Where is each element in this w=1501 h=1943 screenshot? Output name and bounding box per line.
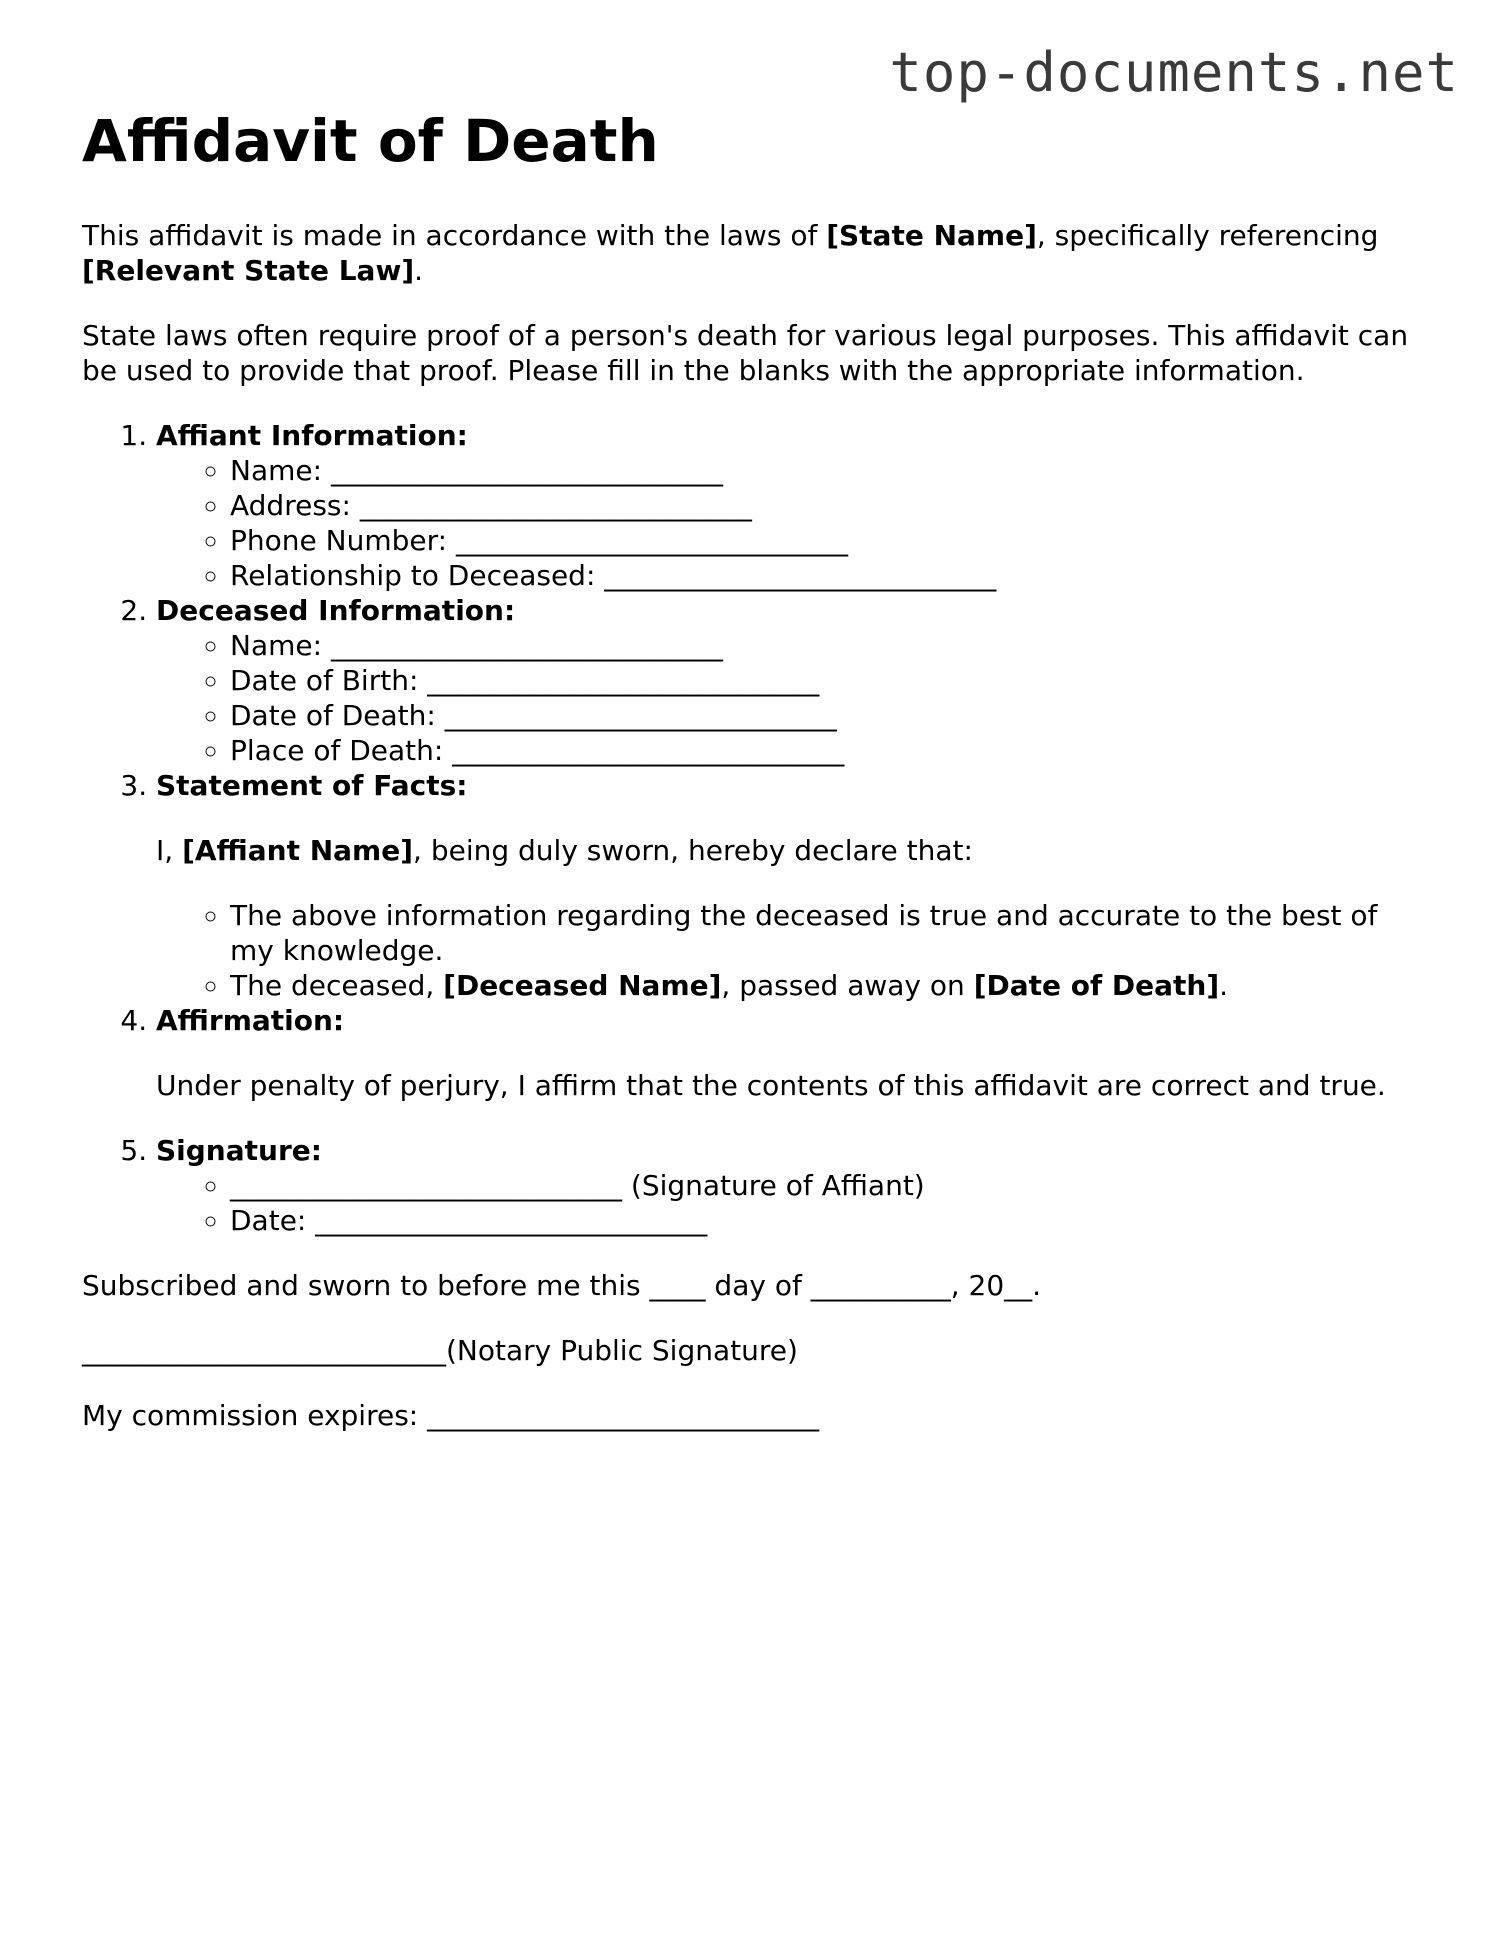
- date-of-death-placeholder: [Date of Death]: [973, 969, 1220, 1002]
- affiant-relationship-field[interactable]: ◦ Relationship to Deceased: ____________________________: [230, 558, 1422, 593]
- notary-signature-field[interactable]: __________________________(Notary Public Signature): [82, 1334, 798, 1367]
- section-heading: Affiant Information:: [156, 419, 468, 452]
- affirmation-text: Under penalty of perjury, I affirm that the contents of this affidavit are correct and true.: [156, 1069, 1386, 1102]
- page-title: Affidavit of Death: [82, 107, 659, 175]
- section-deceased: [156, 593, 1422, 768]
- section-affirmation: [156, 1003, 1422, 1103]
- signature-fields: [156, 1168, 1422, 1238]
- intro-text-1: This affidavit is made in accordance with the laws of: [82, 219, 827, 252]
- fact-text: The deceased,: [230, 969, 444, 1002]
- watermark: top-documents.net: [889, 41, 1459, 104]
- fact-item: ◦ The above information regarding the deceased is true and accurate to the best of my knowledge.: [230, 898, 1422, 968]
- declaration-prefix: I,: [156, 834, 183, 867]
- deceased-name-field[interactable]: ◦ Name: ____________________________: [230, 628, 1422, 663]
- document-page: [82, 108, 1422, 1463]
- fact-item: [230, 968, 1422, 1003]
- declaration-paragraph: [156, 833, 1422, 868]
- section-signature: [156, 1133, 1422, 1238]
- affiant-phone-field[interactable]: ◦ Phone Number: ____________________________: [230, 523, 1422, 558]
- affidavit-sections: [82, 418, 1422, 1238]
- section-heading: Affirmation:: [156, 1004, 345, 1037]
- affiant-address-field[interactable]: ◦ Address: ____________________________: [230, 488, 1422, 523]
- fact-text: .: [1219, 969, 1229, 1002]
- section-heading: Statement of Facts:: [156, 769, 468, 802]
- affiant-fields: [156, 453, 1422, 593]
- commission-expiry-field[interactable]: My commission expires: ____________________________: [82, 1399, 820, 1432]
- intro-paragraph: [82, 218, 1422, 288]
- declaration-suffix: , being duly sworn, hereby declare that:: [413, 834, 973, 867]
- affiant-name-field[interactable]: ◦ Name: ____________________________: [230, 453, 1422, 488]
- deceased-fields: [156, 628, 1422, 768]
- state-law-placeholder: [Relevant State Law]: [82, 254, 415, 287]
- section-affiant: [156, 418, 1422, 593]
- deceased-birth-date-field[interactable]: ◦ Date of Birth: ____________________________: [230, 663, 1422, 698]
- affiant-signature-field[interactable]: ◦ ____________________________ (Signature of Affiant): [230, 1168, 1422, 1203]
- deceased-death-date-field[interactable]: ◦ Date of Death: ____________________________: [230, 698, 1422, 733]
- intro-text-3: .: [414, 254, 424, 287]
- section-heading: Signature:: [156, 1134, 322, 1167]
- sworn-statement[interactable]: Subscribed and sworn to before me this ____ day of __________, 20__.: [82, 1269, 1042, 1302]
- affiant-name-placeholder: [Affiant Name]: [182, 834, 414, 867]
- state-name-placeholder: [State Name]: [826, 219, 1037, 252]
- signature-date-field[interactable]: ◦ Date: ____________________________: [230, 1203, 1422, 1238]
- instructions-paragraph: State laws often require proof of a person's death for various legal purposes. This affidavit can be used to provide that proof. Please fill in the blanks with the appropriate information.: [82, 319, 1409, 387]
- deceased-place-of-death-field[interactable]: ◦ Place of Death: ____________________________: [230, 733, 1422, 768]
- intro-text-2: , specifically referencing: [1036, 219, 1379, 252]
- deceased-name-placeholder: [Deceased Name]: [443, 969, 722, 1002]
- fact-text: , passed away on: [721, 969, 974, 1002]
- section-statement-of-facts: [156, 768, 1422, 1003]
- section-heading: Deceased Information:: [156, 594, 516, 627]
- facts-list: [156, 898, 1422, 1003]
